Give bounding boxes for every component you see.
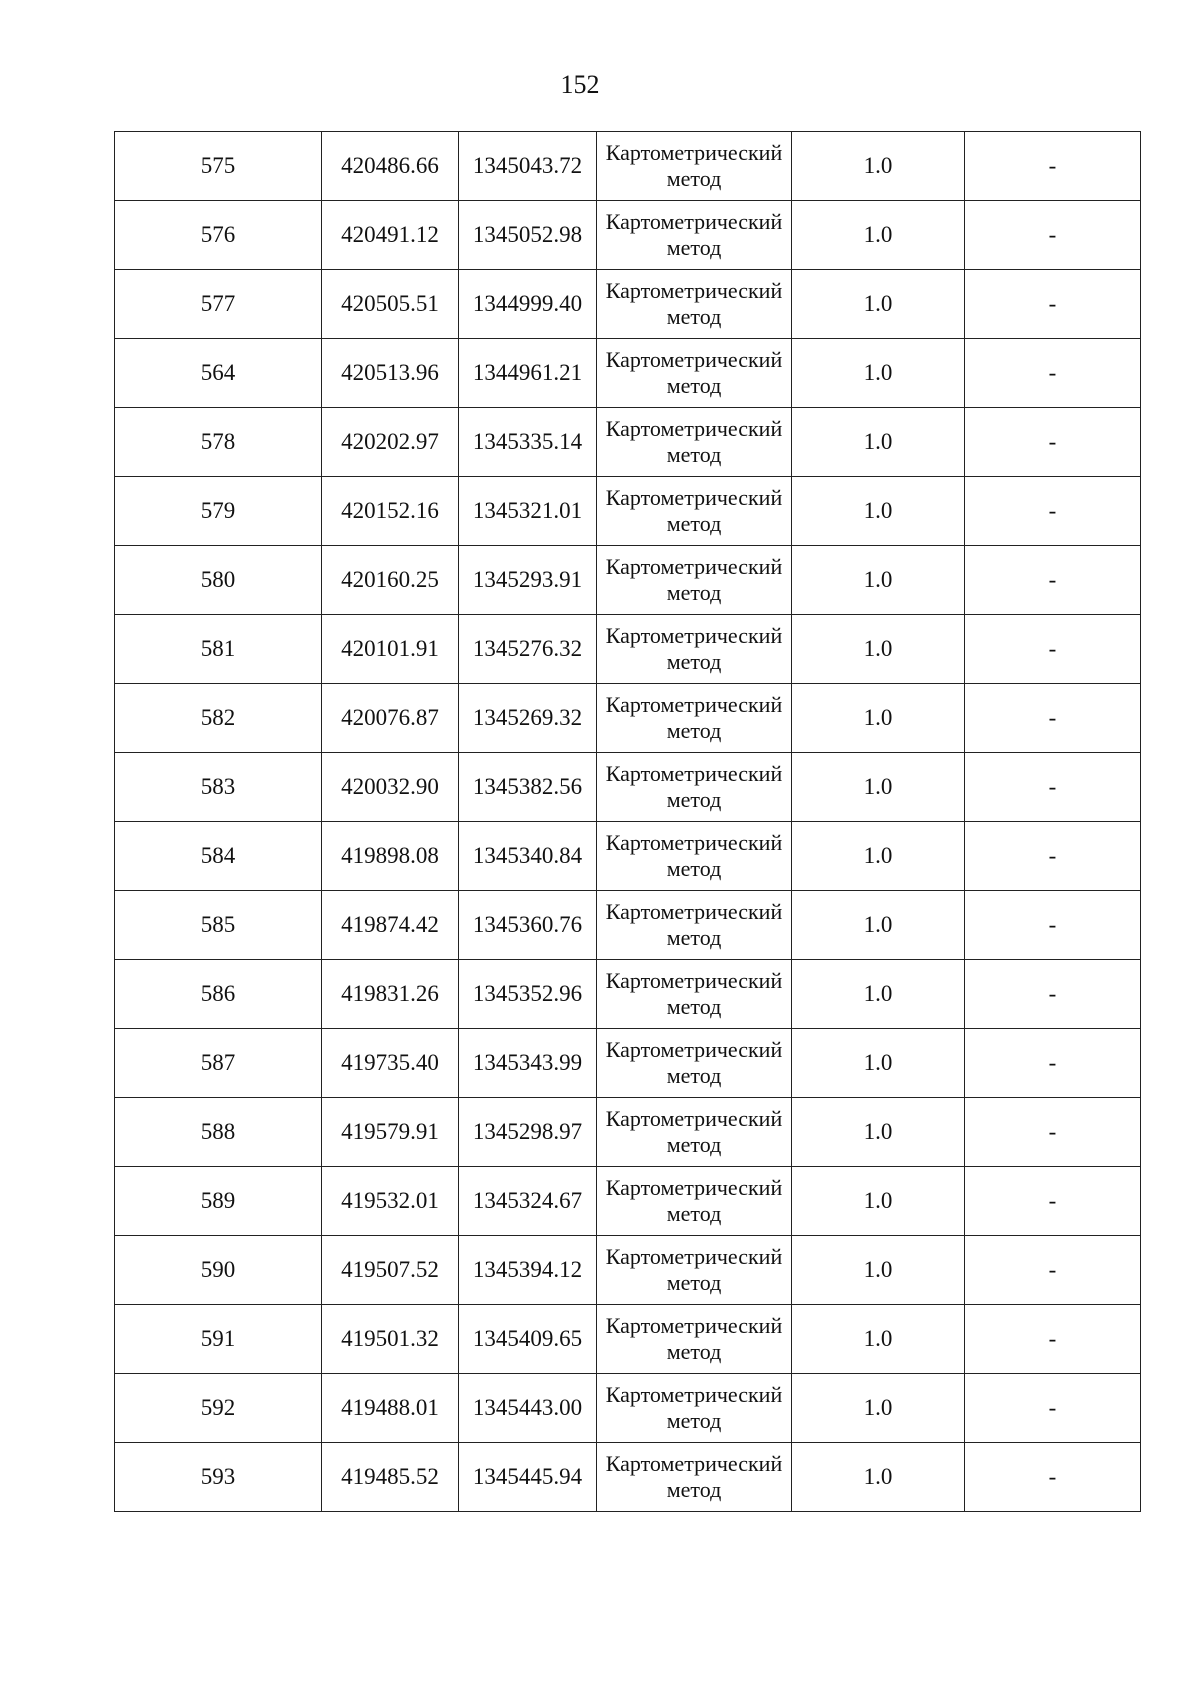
accuracy-cell: 1.0 [792, 546, 965, 615]
note-cell: - [965, 960, 1141, 1029]
method-text: Картометрический [605, 899, 783, 924]
x-coordinate-cell: 419501.32 [322, 1305, 459, 1374]
table-row [115, 1443, 1141, 1512]
method-text: метод [666, 1063, 722, 1088]
note-cell: - [965, 477, 1141, 546]
x-coordinate-cell: 420486.66 [322, 132, 459, 201]
y-coordinate-cell: 1345443.00 [459, 1374, 597, 1443]
accuracy-cell: 1.0 [792, 1236, 965, 1305]
point-number-cell: 564 [115, 339, 322, 408]
accuracy-cell: 1.0 [792, 270, 965, 339]
method-cell [597, 339, 792, 408]
table-row [115, 1374, 1141, 1443]
point-number-cell: 582 [115, 684, 322, 753]
accuracy-cell: 1.0 [792, 1443, 965, 1512]
y-coordinate-cell: 1345343.99 [459, 1029, 597, 1098]
x-coordinate-cell: 420032.90 [322, 753, 459, 822]
y-coordinate-cell: 1345360.76 [459, 891, 597, 960]
point-number-cell: 589 [115, 1167, 322, 1236]
note-cell: - [965, 1167, 1141, 1236]
note-cell: - [965, 1443, 1141, 1512]
method-text: Картометрический [605, 1244, 783, 1269]
method-text: метод [666, 442, 722, 467]
y-coordinate-cell: 1345293.91 [459, 546, 597, 615]
accuracy-cell: 1.0 [792, 1305, 965, 1374]
point-number-cell: 579 [115, 477, 322, 546]
method-text: Картометрический [605, 554, 783, 579]
accuracy-cell: 1.0 [792, 1374, 965, 1443]
x-coordinate-cell: 420101.91 [322, 615, 459, 684]
method-text: метод [666, 580, 722, 605]
method-cell [597, 408, 792, 477]
table-row [115, 477, 1141, 546]
page-number: 152 [560, 70, 600, 99]
accuracy-cell: 1.0 [792, 339, 965, 408]
note-cell: - [965, 339, 1141, 408]
point-number-cell: 588 [115, 1098, 322, 1167]
x-coordinate-cell: 420160.25 [322, 546, 459, 615]
accuracy-cell: 1.0 [792, 615, 965, 684]
x-coordinate-cell: 419488.01 [322, 1374, 459, 1443]
accuracy-cell: 1.0 [792, 1029, 965, 1098]
method-cell [597, 822, 792, 891]
note-cell: - [965, 822, 1141, 891]
note-cell: - [965, 753, 1141, 822]
table-row [115, 132, 1141, 201]
note-cell: - [965, 1098, 1141, 1167]
method-text: Картометрический [605, 1451, 783, 1476]
x-coordinate-cell: 419874.42 [322, 891, 459, 960]
method-cell [597, 546, 792, 615]
table-row [115, 822, 1141, 891]
method-text: Картометрический [605, 347, 783, 372]
table-row [115, 684, 1141, 753]
x-coordinate-cell: 420202.97 [322, 408, 459, 477]
note-cell: - [965, 615, 1141, 684]
accuracy-cell: 1.0 [792, 684, 965, 753]
table-row [115, 408, 1141, 477]
y-coordinate-cell: 1345324.67 [459, 1167, 597, 1236]
method-text: метод [666, 511, 722, 536]
note-cell: - [965, 546, 1141, 615]
method-cell [597, 1443, 792, 1512]
method-text: Картометрический [605, 692, 783, 717]
note-cell: - [965, 201, 1141, 270]
point-number-cell: 593 [115, 1443, 322, 1512]
accuracy-cell: 1.0 [792, 1167, 965, 1236]
y-coordinate-cell: 1344961.21 [459, 339, 597, 408]
method-text: метод [666, 1201, 722, 1226]
y-coordinate-cell: 1345321.01 [459, 477, 597, 546]
method-cell [597, 753, 792, 822]
x-coordinate-cell: 419485.52 [322, 1443, 459, 1512]
point-number-cell: 583 [115, 753, 322, 822]
point-number-cell: 576 [115, 201, 322, 270]
method-text: Картометрический [605, 140, 783, 165]
method-text: Картометрический [605, 1175, 783, 1200]
method-text: Картометрический [605, 761, 783, 786]
note-cell: - [965, 270, 1141, 339]
accuracy-cell: 1.0 [792, 753, 965, 822]
x-coordinate-cell: 419532.01 [322, 1167, 459, 1236]
note-cell: - [965, 1236, 1141, 1305]
method-cell [597, 270, 792, 339]
table-row [115, 546, 1141, 615]
table-row [115, 1098, 1141, 1167]
method-cell [597, 1167, 792, 1236]
note-cell: - [965, 408, 1141, 477]
method-cell [597, 1029, 792, 1098]
method-text: Картометрический [605, 485, 783, 510]
point-number-cell: 591 [115, 1305, 322, 1374]
point-number-cell: 592 [115, 1374, 322, 1443]
point-number-cell: 587 [115, 1029, 322, 1098]
accuracy-cell: 1.0 [792, 960, 965, 1029]
point-number-cell: 575 [115, 132, 322, 201]
point-number-cell: 581 [115, 615, 322, 684]
y-coordinate-cell: 1345394.12 [459, 1236, 597, 1305]
method-cell [597, 132, 792, 201]
point-number-cell: 586 [115, 960, 322, 1029]
accuracy-cell: 1.0 [792, 132, 965, 201]
note-cell: - [965, 1029, 1141, 1098]
y-coordinate-cell: 1345445.94 [459, 1443, 597, 1512]
accuracy-cell: 1.0 [792, 477, 965, 546]
method-cell [597, 1236, 792, 1305]
table-row [115, 1305, 1141, 1374]
table-row [115, 753, 1141, 822]
point-number-cell: 585 [115, 891, 322, 960]
note-cell: - [965, 132, 1141, 201]
method-text: метод [666, 1339, 722, 1364]
method-text: Картометрический [605, 416, 783, 441]
accuracy-cell: 1.0 [792, 822, 965, 891]
x-coordinate-cell: 420513.96 [322, 339, 459, 408]
y-coordinate-cell: 1345276.32 [459, 615, 597, 684]
method-text: Картометрический [605, 830, 783, 855]
x-coordinate-cell: 420152.16 [322, 477, 459, 546]
method-cell [597, 684, 792, 753]
table-row [115, 891, 1141, 960]
y-coordinate-cell: 1345340.84 [459, 822, 597, 891]
x-coordinate-cell: 420076.87 [322, 684, 459, 753]
method-text: Картометрический [605, 968, 783, 993]
x-coordinate-cell: 419579.91 [322, 1098, 459, 1167]
x-coordinate-cell: 419507.52 [322, 1236, 459, 1305]
method-text: метод [666, 1408, 722, 1433]
note-cell: - [965, 684, 1141, 753]
method-text: Картометрический [605, 1382, 783, 1407]
method-text: метод [666, 787, 722, 812]
table-row [115, 339, 1141, 408]
accuracy-cell: 1.0 [792, 1098, 965, 1167]
method-cell [597, 201, 792, 270]
method-text: Картометрический [605, 623, 783, 648]
x-coordinate-cell: 420505.51 [322, 270, 459, 339]
y-coordinate-cell: 1345043.72 [459, 132, 597, 201]
method-cell [597, 1374, 792, 1443]
method-text: метод [666, 235, 722, 260]
accuracy-cell: 1.0 [792, 408, 965, 477]
table-row [115, 960, 1141, 1029]
point-number-cell: 578 [115, 408, 322, 477]
method-text: метод [666, 166, 722, 191]
method-cell [597, 1305, 792, 1374]
method-text: Картометрический [605, 278, 783, 303]
accuracy-cell: 1.0 [792, 201, 965, 270]
method-cell [597, 1098, 792, 1167]
table-row [115, 615, 1141, 684]
method-text: метод [666, 304, 722, 329]
method-text: метод [666, 1270, 722, 1295]
table-row [115, 270, 1141, 339]
y-coordinate-cell: 1345269.32 [459, 684, 597, 753]
method-text: Картометрический [605, 1313, 783, 1338]
method-cell [597, 615, 792, 684]
y-coordinate-cell: 1345352.96 [459, 960, 597, 1029]
point-number-cell: 584 [115, 822, 322, 891]
table-row [115, 1167, 1141, 1236]
method-text: Картометрический [605, 1106, 783, 1131]
note-cell: - [965, 1374, 1141, 1443]
method-cell [597, 477, 792, 546]
method-text: метод [666, 1132, 722, 1157]
point-number-cell: 580 [115, 546, 322, 615]
method-cell [597, 891, 792, 960]
x-coordinate-cell: 419735.40 [322, 1029, 459, 1098]
y-coordinate-cell: 1345382.56 [459, 753, 597, 822]
method-text: метод [666, 373, 722, 398]
note-cell: - [965, 891, 1141, 960]
y-coordinate-cell: 1345298.97 [459, 1098, 597, 1167]
coordinates-table [114, 131, 1141, 1512]
method-text: метод [666, 925, 722, 950]
x-coordinate-cell: 419831.26 [322, 960, 459, 1029]
table-row [115, 1029, 1141, 1098]
method-text: Картометрический [605, 209, 783, 234]
y-coordinate-cell: 1344999.40 [459, 270, 597, 339]
point-number-cell: 590 [115, 1236, 322, 1305]
x-coordinate-cell: 420491.12 [322, 201, 459, 270]
y-coordinate-cell: 1345335.14 [459, 408, 597, 477]
table-row [115, 201, 1141, 270]
x-coordinate-cell: 419898.08 [322, 822, 459, 891]
coordinates-table-body [115, 132, 1141, 1512]
method-text: Картометрический [605, 1037, 783, 1062]
table-row [115, 1236, 1141, 1305]
accuracy-cell: 1.0 [792, 891, 965, 960]
y-coordinate-cell: 1345052.98 [459, 201, 597, 270]
point-number-cell: 577 [115, 270, 322, 339]
method-text: метод [666, 1477, 722, 1502]
method-text: метод [666, 856, 722, 881]
method-text: метод [666, 649, 722, 674]
note-cell: - [965, 1305, 1141, 1374]
y-coordinate-cell: 1345409.65 [459, 1305, 597, 1374]
method-text: метод [666, 718, 722, 743]
method-text: метод [666, 994, 722, 1019]
method-cell [597, 960, 792, 1029]
